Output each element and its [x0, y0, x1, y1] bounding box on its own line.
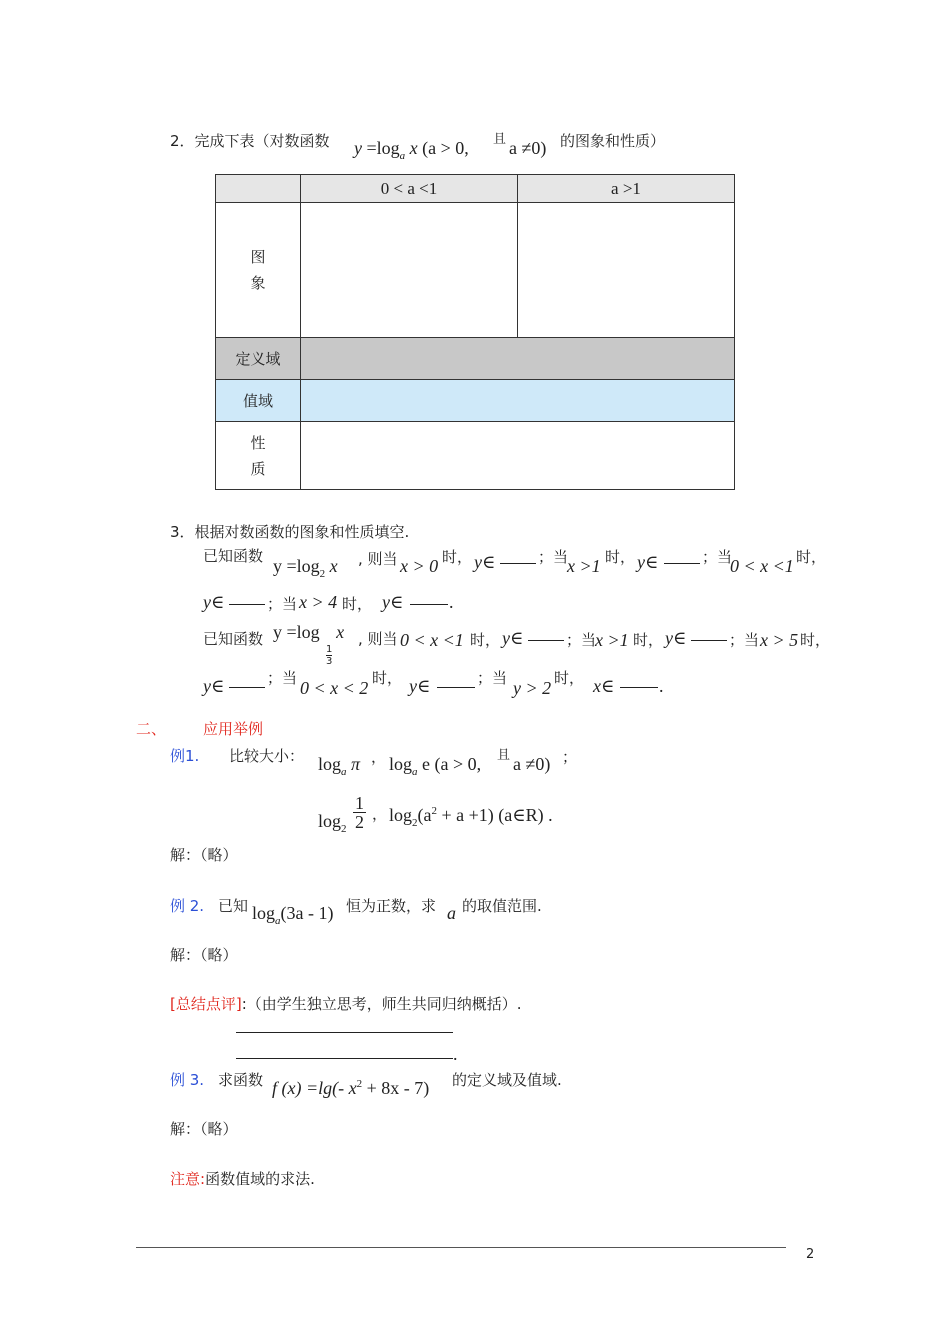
row-props-label: 性 质 — [216, 422, 301, 490]
cond-3: 0 < x <1 — [730, 556, 794, 576]
sub-fraction: 1 3 — [326, 644, 333, 667]
item3-label: 3．根据对数函数的图象和性质填空. — [170, 523, 410, 541]
answer-blank[interactable] — [229, 686, 265, 688]
ex3-text: 求函数 — [218, 1071, 264, 1089]
item3-l3-a: 已知函数 — [203, 630, 264, 648]
text-dang: ；当 — [267, 595, 298, 613]
text-dang: ；当 — [538, 548, 569, 566]
item3-l1-f: $y =\log_2$ x — [273, 556, 338, 580]
summary-period: . — [453, 1044, 458, 1064]
ex2-text3: 的取值范围. — [462, 897, 542, 915]
section-title: 应用举例 — [203, 720, 264, 738]
text-shi: 时， — [442, 548, 473, 566]
summary-blank-2[interactable] — [236, 1057, 453, 1059]
item2-suffix: 的图象和性质） — [560, 132, 666, 150]
note — [170, 1168, 315, 1189]
item2-formula: $y =\log_a$ x (a > 0, — [354, 138, 469, 162]
cond-1: x > 0 — [400, 556, 439, 576]
col2-header: a >1 — [518, 175, 735, 203]
ex1-text: 比较大小： — [229, 747, 305, 765]
row-graph-label: 图 象 — [216, 203, 301, 338]
answer-blank[interactable] — [437, 686, 475, 688]
x-in: x∈ — [593, 676, 615, 696]
text-shi: 时， — [605, 548, 636, 566]
note-text: 函数值域的求法. — [205, 1170, 315, 1188]
range-cell[interactable] — [301, 380, 735, 422]
cond-8: 0 < x < 2 — [300, 678, 369, 698]
answer-blank[interactable] — [620, 686, 658, 688]
cond-5: 0 < x <1 — [400, 630, 464, 650]
row-range-label: 值域 — [216, 380, 301, 422]
ex2-text2: 恒为正数，求 — [346, 897, 437, 915]
summary-blank-1[interactable] — [236, 1031, 453, 1033]
ex1-solution: 解：（略） — [170, 846, 238, 864]
summary — [170, 993, 522, 1014]
y-in: y∈ — [203, 592, 225, 612]
period: . — [659, 676, 664, 696]
graph-cell-2[interactable] — [518, 203, 735, 338]
text-dang: ；当 — [702, 548, 733, 566]
text-shi: 时， — [470, 631, 501, 649]
ex1-line2: $\log_2$ $\frac{1}{2}$ — [318, 793, 365, 835]
note-tag: 注意: — [170, 1170, 206, 1188]
comma: ， — [371, 748, 387, 766]
text-ze: , 则当 — [358, 630, 398, 648]
item3-l1-a: 已知函数 — [203, 547, 264, 565]
page-number: 2 — [806, 1247, 815, 1262]
ex3-solution: 解：（略） — [170, 1120, 238, 1138]
item2-qie: 且 — [493, 132, 507, 147]
qie: 且 — [497, 748, 511, 763]
answer-blank[interactable] — [229, 603, 265, 605]
item2-cond: a ≠0) — [509, 138, 547, 158]
y-in: y∈ — [665, 628, 687, 648]
ex2-label: 例 2. — [170, 897, 205, 915]
cond-6: x >1 — [595, 630, 629, 650]
text-shi: 时， — [342, 595, 373, 613]
y-in: y∈ — [382, 592, 404, 612]
summary-text: :（由学生独立思考，师生共同归纳概括）. — [241, 995, 522, 1013]
ex3-formula: f (x) =lg(- $x^2 + 8x - 7$) — [272, 1078, 430, 1098]
ex2-formula: $\log_a(3a - 1)$ — [252, 903, 334, 927]
semicolon: ； — [562, 748, 578, 766]
y-in: y∈ — [203, 676, 225, 696]
cond-2: x >1 — [567, 556, 601, 576]
comma: ， — [372, 805, 388, 823]
item3-l1-b: , 则当 — [358, 550, 398, 568]
item3-l3-f: y =log x — [273, 622, 345, 642]
answer-blank[interactable] — [691, 639, 727, 641]
period: . — [449, 592, 454, 612]
text-dang: ；当 — [566, 631, 597, 649]
ex2-var: a — [447, 903, 456, 923]
graph-cell-1[interactable] — [301, 203, 518, 338]
answer-blank[interactable] — [410, 603, 448, 605]
text-dang: ；当 — [477, 669, 508, 687]
y-in: y∈ — [502, 628, 524, 648]
text-shi: 时， — [796, 548, 827, 566]
cond-4: x > 4 — [299, 592, 338, 612]
ex1-line2b: $\log_2(a^2 + a +1)$ (a∈R) . — [389, 805, 553, 829]
summary-tag: [总结点评] — [170, 995, 242, 1013]
ex1-cond: a ≠0) — [513, 754, 551, 774]
ex3-text2: 的定义域及值域. — [452, 1071, 562, 1089]
row-domain-label: 定义域 — [216, 338, 301, 380]
answer-blank[interactable] — [528, 639, 564, 641]
text-shi: 时， — [633, 631, 664, 649]
cond-9: y > 2 — [513, 678, 552, 698]
item2-label: 2．完成下表（对数函数 — [170, 132, 330, 150]
ex3-label: 例 3. — [170, 1071, 205, 1089]
section-number: 二、 — [136, 720, 167, 738]
text-dang: ；当 — [729, 631, 760, 649]
y-in: y∈ — [474, 552, 496, 572]
text-dang: ；当 — [267, 669, 298, 687]
table-corner — [216, 175, 301, 203]
answer-blank[interactable] — [500, 562, 536, 564]
answer-blank[interactable] — [664, 562, 700, 564]
domain-cell[interactable] — [301, 338, 735, 380]
col1-header: 0 < a <1 — [301, 175, 518, 203]
ex2-solution: 解：（略） — [170, 946, 238, 964]
properties-table — [215, 174, 735, 490]
ex2-text: 已知 — [218, 897, 249, 915]
ex1-line1: $\log_a \pi$ — [318, 754, 361, 778]
text-shi: 时， — [800, 631, 831, 649]
footer-rule — [136, 1247, 786, 1248]
cond-7: x > 5 — [760, 630, 799, 650]
ex1-line1b: $\log_a e$ (a > 0, — [389, 754, 482, 778]
props-cell[interactable] — [301, 422, 735, 490]
text-shi: 时， — [554, 669, 585, 687]
ex1-label: 例1. — [170, 747, 200, 765]
text-shi: 时， — [372, 669, 403, 687]
y-in: y∈ — [409, 676, 431, 696]
y-in: y∈ — [637, 552, 659, 572]
